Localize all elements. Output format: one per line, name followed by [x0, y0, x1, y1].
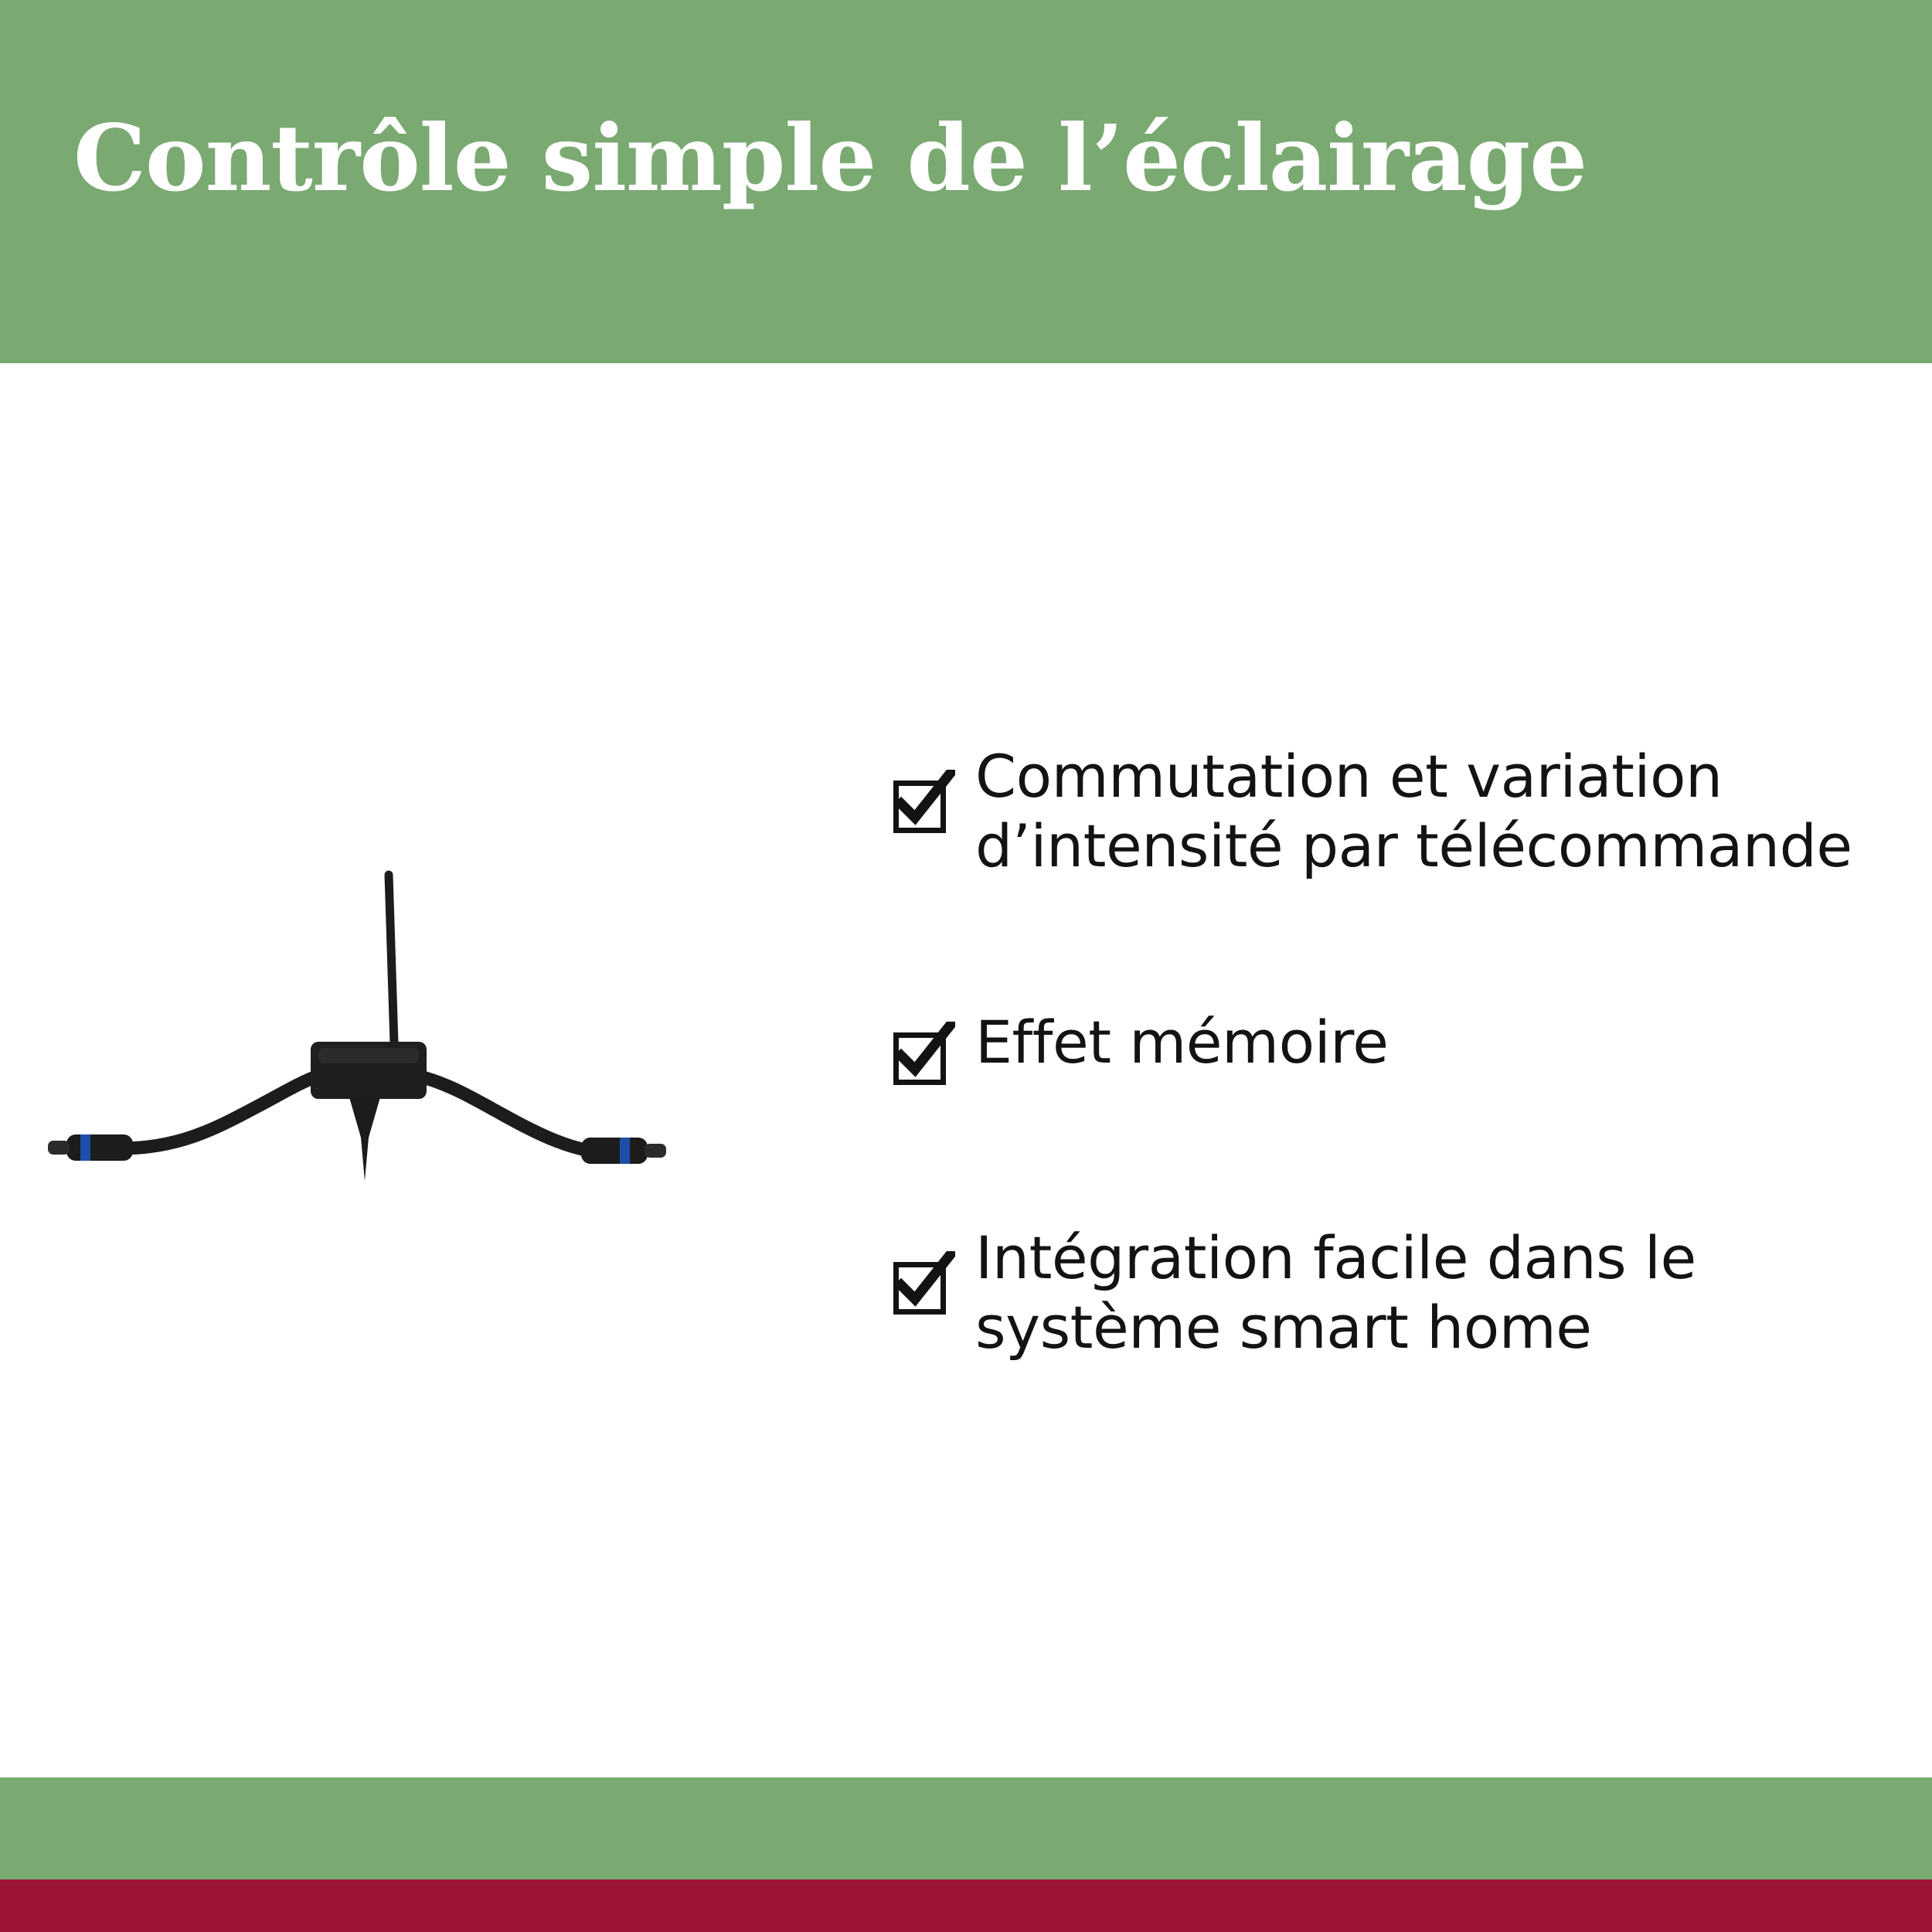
checkbox-checked-icon: [889, 1251, 955, 1318]
product-image: [31, 866, 896, 1267]
feature-label: Effet mémoire: [975, 1008, 1389, 1077]
list-item: [889, 742, 1886, 880]
footer-accent-bar: [0, 1879, 1932, 1932]
feature-list: [889, 742, 1886, 1362]
right-connector: [581, 1138, 666, 1164]
footer-band: [0, 1777, 1932, 1879]
checkbox-checked-icon: [889, 770, 955, 836]
antenna-icon: [389, 875, 394, 1043]
page-title: Contrôle simple de l’éclairage: [73, 104, 1587, 212]
left-cable: [114, 1076, 318, 1148]
list-item: [889, 1223, 1886, 1362]
left-connector: [48, 1134, 133, 1161]
controller-body-highlight: [318, 1048, 419, 1063]
header-band: [0, 0, 1932, 363]
checkbox-checked-icon: [889, 1022, 955, 1088]
ground-spike: [349, 1097, 380, 1181]
feature-label: Intégration facile dans le système smart home: [975, 1223, 1696, 1362]
feature-label: Commutation et variation d’intensité par télécommande: [975, 742, 1852, 880]
list-item: [889, 1008, 1886, 1088]
right-cable: [417, 1076, 604, 1153]
product-illustration: [31, 866, 896, 1267]
